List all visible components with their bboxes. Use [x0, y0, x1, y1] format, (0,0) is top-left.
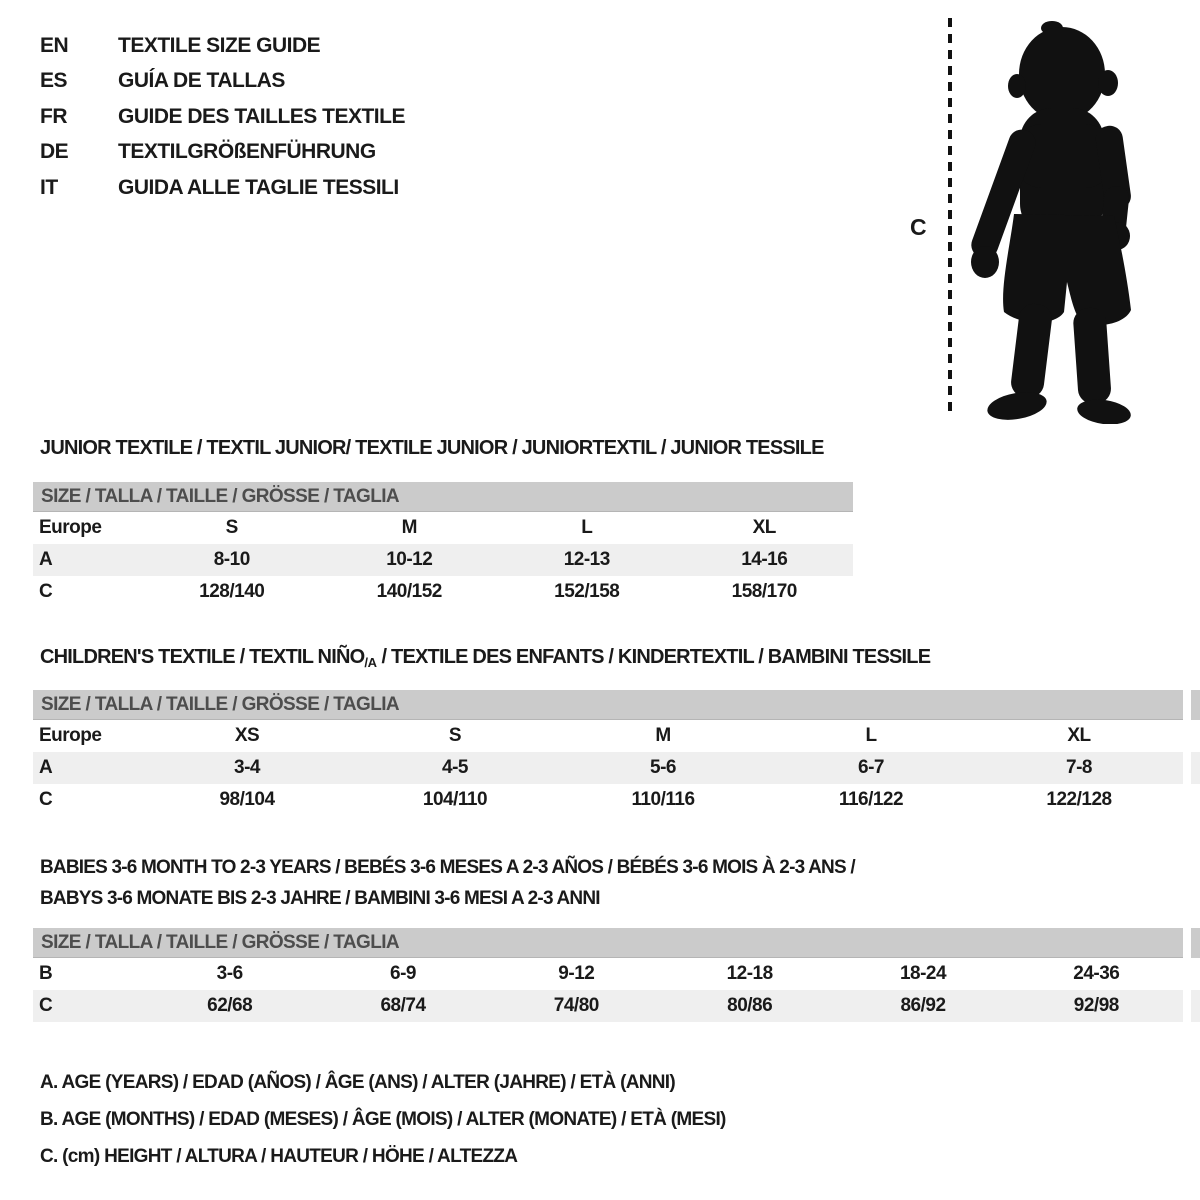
row-label: A	[39, 757, 53, 778]
lang-row-it	[40, 170, 405, 206]
row-label: Europe	[39, 725, 102, 746]
height-cell: 110/116	[631, 789, 695, 810]
table-row	[33, 512, 853, 544]
lang-code: FR	[40, 104, 67, 128]
age-cell: 9-12	[558, 963, 595, 984]
table-row	[33, 544, 853, 576]
age-cell: 12-18	[726, 963, 773, 984]
age-cell: 3-6	[216, 963, 243, 984]
language-title-list	[40, 28, 405, 206]
lang-code: IT	[40, 175, 58, 199]
table-row	[33, 752, 1183, 784]
age-cell: 6-9	[390, 963, 416, 984]
table-row	[33, 576, 853, 608]
age-cell: 6-7	[858, 757, 884, 778]
children-size-table	[33, 690, 1183, 816]
height-cell: 62/68	[207, 995, 253, 1016]
babies-size-table	[33, 928, 1183, 1022]
lang-title: TEXTILE SIZE GUIDE	[118, 33, 321, 57]
lang-title: GUIDA ALLE TAGLIE TESSILI	[118, 175, 399, 199]
size-cell: M	[401, 517, 417, 538]
table-edge-sliver	[1191, 752, 1200, 784]
lang-row-de	[40, 135, 405, 171]
children-title-post: / TEXTILE DES ENFANTS / KINDERTEXTIL / BAMBINI TESSILE	[376, 646, 931, 668]
row-label: C	[39, 789, 53, 810]
table-edge-sliver	[1191, 928, 1200, 958]
height-cell: 74/80	[553, 995, 599, 1016]
lang-code: EN	[40, 33, 69, 57]
babies-section-title-line2: BABYS 3-6 MONATE BIS 2-3 JAHRE / BAMBINI 3-6 MESI A 2-3 ANNI	[40, 888, 600, 909]
lang-title: GUÍA DE TALLAS	[118, 69, 285, 93]
table-row	[33, 784, 1183, 816]
age-cell: 4-5	[442, 757, 468, 778]
lang-code: DE	[40, 140, 69, 164]
table-row	[33, 720, 1183, 752]
lang-row-fr	[40, 99, 405, 135]
children-title-subscript: /A	[364, 655, 377, 670]
size-cell: S	[225, 517, 238, 538]
toddler-silhouette-figure	[895, 12, 1200, 424]
toddler-silhouette-icon	[968, 21, 1133, 424]
height-cell: 104/110	[422, 789, 488, 810]
height-cell: 128/140	[199, 581, 265, 602]
lang-title: GUIDE DES TAILLES TEXTILE	[118, 104, 405, 128]
age-cell: 14-16	[741, 549, 788, 570]
row-label: Europe	[39, 517, 102, 538]
children-section-title	[40, 646, 930, 669]
height-cell: 122/128	[1046, 789, 1112, 810]
junior-section-title: JUNIOR TEXTILE / TEXTIL JUNIOR/ TEXTILE JUNIOR / JUNIORTEXTIL / JUNIOR TESSILE	[40, 437, 824, 459]
height-measure-label: C	[910, 214, 927, 240]
children-table-header: SIZE / TALLA / TAILLE / GRÖSSE / TAGLIA	[33, 690, 1183, 720]
legend-line-b: B. AGE (MONTHS) / EDAD (MESES) / ÂGE (MOIS) / ALTER (MONATE) / ETÀ (MESI)	[40, 1109, 726, 1130]
age-cell: 3-4	[234, 757, 260, 778]
babies-section-title-line1: BABIES 3-6 MONTH TO 2-3 YEARS / BEBÉS 3-6 MESES A 2-3 AÑOS / BÉBÉS 3-6 MOIS À 2-3 ANS /	[40, 857, 855, 878]
size-cell: L	[865, 725, 877, 746]
height-cell: 92/98	[1073, 995, 1119, 1016]
age-cell: 12-13	[563, 549, 610, 570]
table-edge-sliver	[1191, 990, 1200, 1022]
height-cell: 98/104	[219, 789, 275, 810]
lang-row-en	[40, 28, 405, 64]
lang-title: TEXTILGRÖßENFÜHRUNG	[118, 140, 376, 164]
height-cell: 80/86	[727, 995, 773, 1016]
size-cell: M	[655, 725, 671, 746]
row-label: A	[39, 549, 53, 570]
babies-table-header: SIZE / TALLA / TAILLE / GRÖSSE / TAGLIA	[33, 928, 1183, 958]
legend-line-c: C. (cm) HEIGHT / ALTURA / HAUTEUR / HÖHE / ALTEZZA	[40, 1146, 518, 1167]
table-row	[33, 990, 1183, 1022]
table-row	[33, 958, 1183, 990]
age-cell: 10-12	[386, 549, 433, 570]
height-cell: 158/170	[731, 581, 797, 602]
height-cell: 68/74	[380, 995, 426, 1016]
age-cell: 18-24	[899, 963, 947, 984]
row-label: C	[39, 995, 53, 1016]
row-label: C	[39, 581, 53, 602]
size-cell: XL	[1067, 725, 1091, 746]
junior-table-header: SIZE / TALLA / TAILLE / GRÖSSE / TAGLIA	[33, 482, 853, 512]
size-cell: L	[581, 517, 593, 538]
junior-size-table	[33, 482, 853, 608]
height-cell: 140/152	[376, 581, 442, 602]
table-edge-sliver	[1191, 690, 1200, 720]
legend-line-a: A. AGE (YEARS) / EDAD (AÑOS) / ÂGE (ANS) / ALTER (JAHRE) / ETÀ (ANNI)	[40, 1072, 675, 1093]
age-cell: 8-10	[213, 549, 250, 570]
size-cell: XS	[234, 725, 260, 746]
size-cell: S	[448, 725, 462, 746]
height-cell: 116/122	[838, 789, 904, 810]
lang-code: ES	[40, 69, 68, 93]
size-cell: XL	[752, 517, 776, 538]
children-title-pre: CHILDREN'S TEXTILE / TEXTIL NIÑO	[40, 646, 365, 668]
age-cell: 24-36	[1073, 963, 1120, 984]
row-label: B	[39, 963, 53, 984]
height-cell: 86/92	[900, 995, 946, 1016]
age-cell: 7-8	[1066, 757, 1092, 778]
lang-row-es	[40, 64, 405, 100]
age-cell: 5-6	[650, 757, 676, 778]
height-cell: 152/158	[554, 581, 620, 602]
